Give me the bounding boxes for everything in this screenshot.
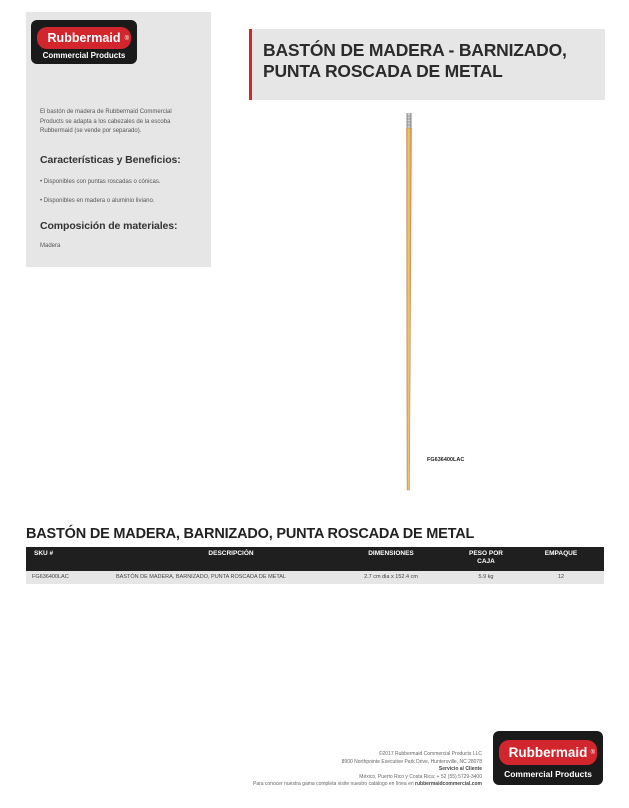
materials-heading: Composición de materiales: [40,220,178,232]
footer-contact [253,751,482,789]
material-value: Madera [40,243,61,249]
product-title-box [249,29,605,100]
header-dimensions: DIMENSIONES [368,550,414,557]
feature-item: • Disponibles con puntas roscadas o cónicas. [40,179,161,185]
cell-description: BASTÓN DE MADERA, BARNIZADO, PUNTA ROSCADA DE METAL [115,574,287,580]
table-title: BASTÓN DE MADERA, BARNIZADO, PUNTA ROSCADA DE METAL [26,526,475,542]
cell-sku: FG636400LAC [32,574,69,580]
brand-name: Rubbermaid [508,745,588,760]
feature-item: • Disponibles en madera o aluminio liviano. [40,198,155,204]
footer-catalog [253,781,482,789]
table-row [26,571,604,584]
product-intro [40,108,200,137]
registered-mark: ® [590,750,595,756]
image-caption: FG636400LAC [427,457,465,463]
cell-dimensions: 2.7 cm dia x 152.4 cm [364,574,418,580]
header-weight-line: PESO POR [469,550,503,557]
logo-division: Commercial Products [42,51,126,60]
logo-wordmark [37,27,131,49]
wooden-handle-icon [395,110,425,495]
features-heading: Características y Beneficios: [40,154,181,166]
footer-phone: México, Puerto Rico y Costa Rica: + 52 (55) 5729-3400 [359,773,482,780]
footer-catalog-link[interactable]: rubbermaidcommercial.com [415,781,482,788]
header-description: DESCRIPCIÓN [208,550,254,557]
brand-logo-bottom [493,731,603,785]
registered-mark: ® [124,36,129,42]
intro-line: Products se adapta a los cabezales de la escoba [40,118,171,125]
header-sku: SKU # [34,550,54,557]
table-header [26,547,604,571]
product-title-line: PUNTA ROSCADA DE METAL [263,61,503,81]
metal-tip [407,113,412,128]
brand-logo-top [31,20,137,64]
brand-name: Rubbermaid [47,31,121,45]
footer-address: 8900 Northpointe Executive Park Drive, Huntersville, NC 28078 [341,758,482,765]
intro-line: El bastón de madera de Rubbermaid Commercial [40,109,172,115]
header-weight [456,550,516,565]
footer-catalog-text: Para conocer nuestra gama completa visite nuestro catálogo en línea en [252,781,416,788]
intro-line: Rubbermaid (se vende por separado). [40,128,142,134]
cell-weight: 5.9 kg [478,574,494,580]
footer-copyright: ©2017 Rubbermaid Commercial Products LLC [378,751,482,757]
footer-service-label: Servicio al Cliente [438,766,482,773]
logo-division: Commercial Products [504,769,592,779]
wood-shaft [407,128,412,490]
product-title-line: BASTÓN DE MADERA - BARNIZADO, [263,40,567,60]
logo-wordmark [499,740,597,765]
header-pack: EMPAQUE [544,550,578,557]
header-weight-line: CAJA [477,557,495,565]
cell-pack: 12 [557,574,565,580]
